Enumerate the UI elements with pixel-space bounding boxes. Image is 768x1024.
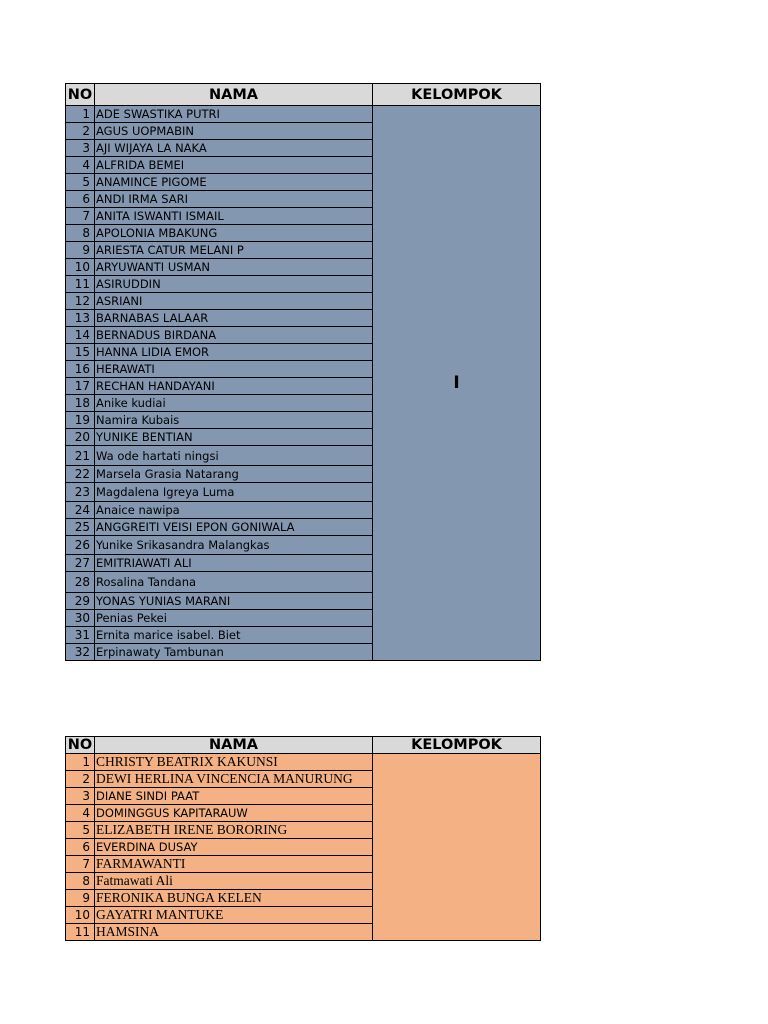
row-number: 17 <box>66 378 95 395</box>
row-nama: HERAWATI <box>95 361 373 378</box>
row-nama: DOMINGGUS KAPITARAUW <box>95 805 373 822</box>
row-number: 4 <box>66 157 95 174</box>
row-number: 1 <box>66 106 95 123</box>
row-number: 12 <box>66 293 95 310</box>
row-number: 10 <box>66 259 95 276</box>
header-row <box>66 84 541 106</box>
kelompok-2-table <box>65 736 541 941</box>
row-nama: Namira Kubais <box>95 412 373 429</box>
row-nama: BARNABAS LALAAR <box>95 310 373 327</box>
row-nama: APOLONIA MBAKUNG <box>95 225 373 242</box>
row-number: 28 <box>66 572 95 593</box>
row-nama: CHRISTY BEATRIX KAKUNSI <box>95 754 373 771</box>
row-nama: YUNIKE BENTIAN <box>95 429 373 446</box>
row-nama: Anaice nawipa <box>95 502 373 519</box>
row-number: 11 <box>66 276 95 293</box>
row-number: 25 <box>66 519 95 536</box>
row-nama: ANDI IRMA SARI <box>95 191 373 208</box>
row-number: 32 <box>66 644 95 661</box>
row-nama: Wa ode hartati ningsi <box>95 446 373 466</box>
row-nama: ELIZABETH IRENE BORORING <box>95 822 373 839</box>
kelompok-1-table <box>65 83 541 661</box>
table-row <box>66 106 541 123</box>
row-nama: Rosalina Tandana <box>95 572 373 593</box>
header-no: NO <box>66 737 95 754</box>
row-number: 3 <box>66 788 95 805</box>
row-number: 31 <box>66 627 95 644</box>
row-number: 22 <box>66 466 95 483</box>
row-number: 29 <box>66 593 95 610</box>
row-number: 5 <box>66 174 95 191</box>
row-number: 23 <box>66 483 95 502</box>
row-number: 11 <box>66 924 95 941</box>
row-number: 16 <box>66 361 95 378</box>
row-nama: ANGGREITI VEISI EPON GONIWALA <box>95 519 373 536</box>
row-number: 4 <box>66 805 95 822</box>
row-number: 5 <box>66 822 95 839</box>
row-number: 1 <box>66 754 95 771</box>
row-nama: Fatmawati Ali <box>95 873 373 890</box>
header-kelompok: KELOMPOK <box>373 737 541 754</box>
kelompok-value <box>373 754 541 941</box>
row-number: 7 <box>66 208 95 225</box>
row-nama: AGUS UOPMABIN <box>95 123 373 140</box>
row-nama: RECHAN HANDAYANI <box>95 378 373 395</box>
header-nama: NAMA <box>95 737 373 754</box>
row-number: 27 <box>66 555 95 572</box>
row-number: 20 <box>66 429 95 446</box>
row-nama: ARYUWANTI USMAN <box>95 259 373 276</box>
row-nama: ARIESTA CATUR MELANI P <box>95 242 373 259</box>
row-nama: Yunike Srikasandra Malangkas <box>95 536 373 555</box>
row-nama: Penias Pekei <box>95 610 373 627</box>
row-nama: FARMAWANTI <box>95 856 373 873</box>
row-number: 13 <box>66 310 95 327</box>
row-number: 18 <box>66 395 95 412</box>
row-nama: ADE SWASTIKA PUTRI <box>95 106 373 123</box>
header-no: NO <box>66 84 95 106</box>
row-number: 2 <box>66 771 95 788</box>
row-nama: ANITA ISWANTI ISMAIL <box>95 208 373 225</box>
row-nama: YONAS YUNIAS MARANI <box>95 593 373 610</box>
row-number: 10 <box>66 907 95 924</box>
kelompok-value: I <box>373 106 541 661</box>
header-nama: NAMA <box>95 84 373 106</box>
row-nama: ALFRIDA BEMEI <box>95 157 373 174</box>
row-nama: EVERDINA DUSAY <box>95 839 373 856</box>
row-number: 9 <box>66 890 95 907</box>
row-nama: HANNA LIDIA EMOR <box>95 344 373 361</box>
row-nama: ANAMINCE PIGOME <box>95 174 373 191</box>
row-nama: HAMSINA <box>95 924 373 941</box>
row-number: 6 <box>66 191 95 208</box>
header-kelompok: KELOMPOK <box>373 84 541 106</box>
row-nama: Magdalena Igreya Luma <box>95 483 373 502</box>
row-nama: Marsela Grasia Natarang <box>95 466 373 483</box>
row-nama: ASIRUDDIN <box>95 276 373 293</box>
row-nama: DEWI HERLINA VINCENCIA MANURUNG <box>95 771 373 788</box>
row-nama: AJI WIJAYA LA NAKA <box>95 140 373 157</box>
row-number: 8 <box>66 225 95 242</box>
row-number: 14 <box>66 327 95 344</box>
row-nama: BERNADUS BIRDANA <box>95 327 373 344</box>
row-nama: Anike kudiai <box>95 395 373 412</box>
table-row <box>66 754 541 771</box>
row-number: 19 <box>66 412 95 429</box>
header-row <box>66 737 541 754</box>
row-nama: ASRIANI <box>95 293 373 310</box>
row-number: 24 <box>66 502 95 519</box>
row-number: 9 <box>66 242 95 259</box>
row-nama: FERONIKA BUNGA KELEN <box>95 890 373 907</box>
row-nama: Ernita marice isabel. Biet <box>95 627 373 644</box>
row-number: 30 <box>66 610 95 627</box>
row-number: 2 <box>66 123 95 140</box>
row-number: 26 <box>66 536 95 555</box>
row-nama: Erpinawaty Tambunan <box>95 644 373 661</box>
row-number: 8 <box>66 873 95 890</box>
row-number: 6 <box>66 839 95 856</box>
row-nama: EMITRIAWATI ALI <box>95 555 373 572</box>
row-number: 7 <box>66 856 95 873</box>
row-number: 21 <box>66 446 95 466</box>
row-number: 15 <box>66 344 95 361</box>
row-number: 3 <box>66 140 95 157</box>
row-nama: DIANE SINDI PAAT <box>95 788 373 805</box>
row-nama: GAYATRI MANTUKE <box>95 907 373 924</box>
